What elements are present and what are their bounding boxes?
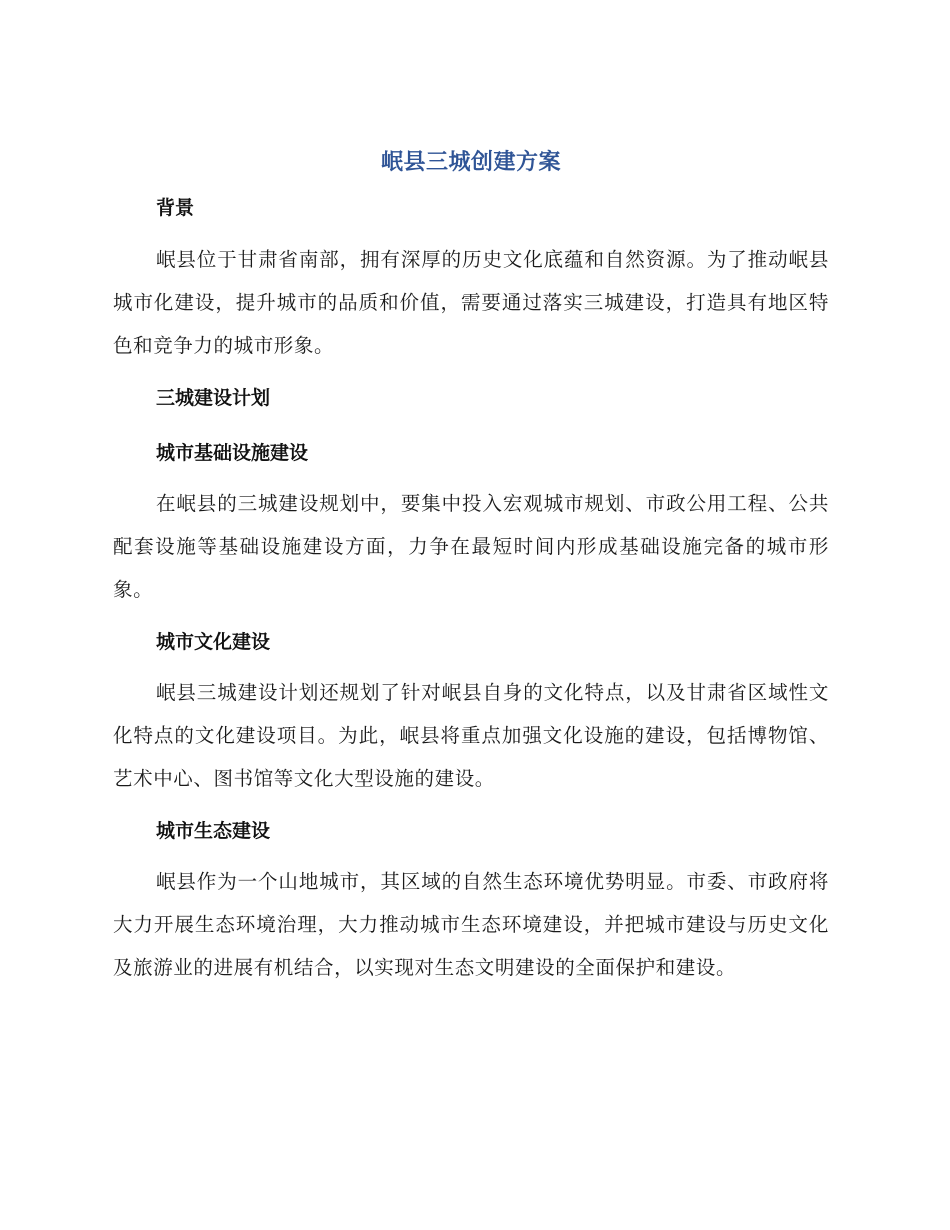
document-title: 岷县三城创建方案 [380, 150, 561, 175]
paragraph-infrastructure: 在岷县的三城建设规划中，要集中投入宏观城市规划、市政公用工程、公共配套设施等基础设施建设方面，力争在最短时间内形成基础设施完备的城市形象。 [113, 492, 829, 601]
subsection-heading-culture: 城市文化建设 [156, 631, 271, 653]
subsection-heading-ecology: 城市生态建设 [156, 820, 271, 842]
paragraph-culture: 岷县三城建设计划还规划了针对岷县自身的文化特点，以及甘肃省区域性文化特点的文化建设项目。为此，岷县将重点加强文化设施的建设，包括博物馆、艺术中心、图书馆等文化大型设施的建设。 [113, 681, 829, 790]
section-heading-plan: 三城建设计划 [156, 387, 271, 409]
section-heading-background: 背景 [156, 197, 195, 219]
document-body [113, 140, 829, 989]
paragraph-ecology: 岷县作为一个山地城市，其区域的自然生态环境优势明显。市委、市政府将大力开展生态环境治理，大力推动城市生态环境建设，并把城市建设与历史文化及旅游业的进展有机结合，以实现对生态文明建设的全面保护和建设。 [113, 870, 829, 979]
subsection-heading-infrastructure: 城市基础设施建设 [156, 442, 309, 464]
paragraph-background: 岷县位于甘肃省南部，拥有深厚的历史文化底蕴和自然资源。为了推动岷县城市化建设，提升城市的品质和价值，需要通过落实三城建设，打造具有地区特色和竞争力的城市形象。 [113, 248, 829, 357]
